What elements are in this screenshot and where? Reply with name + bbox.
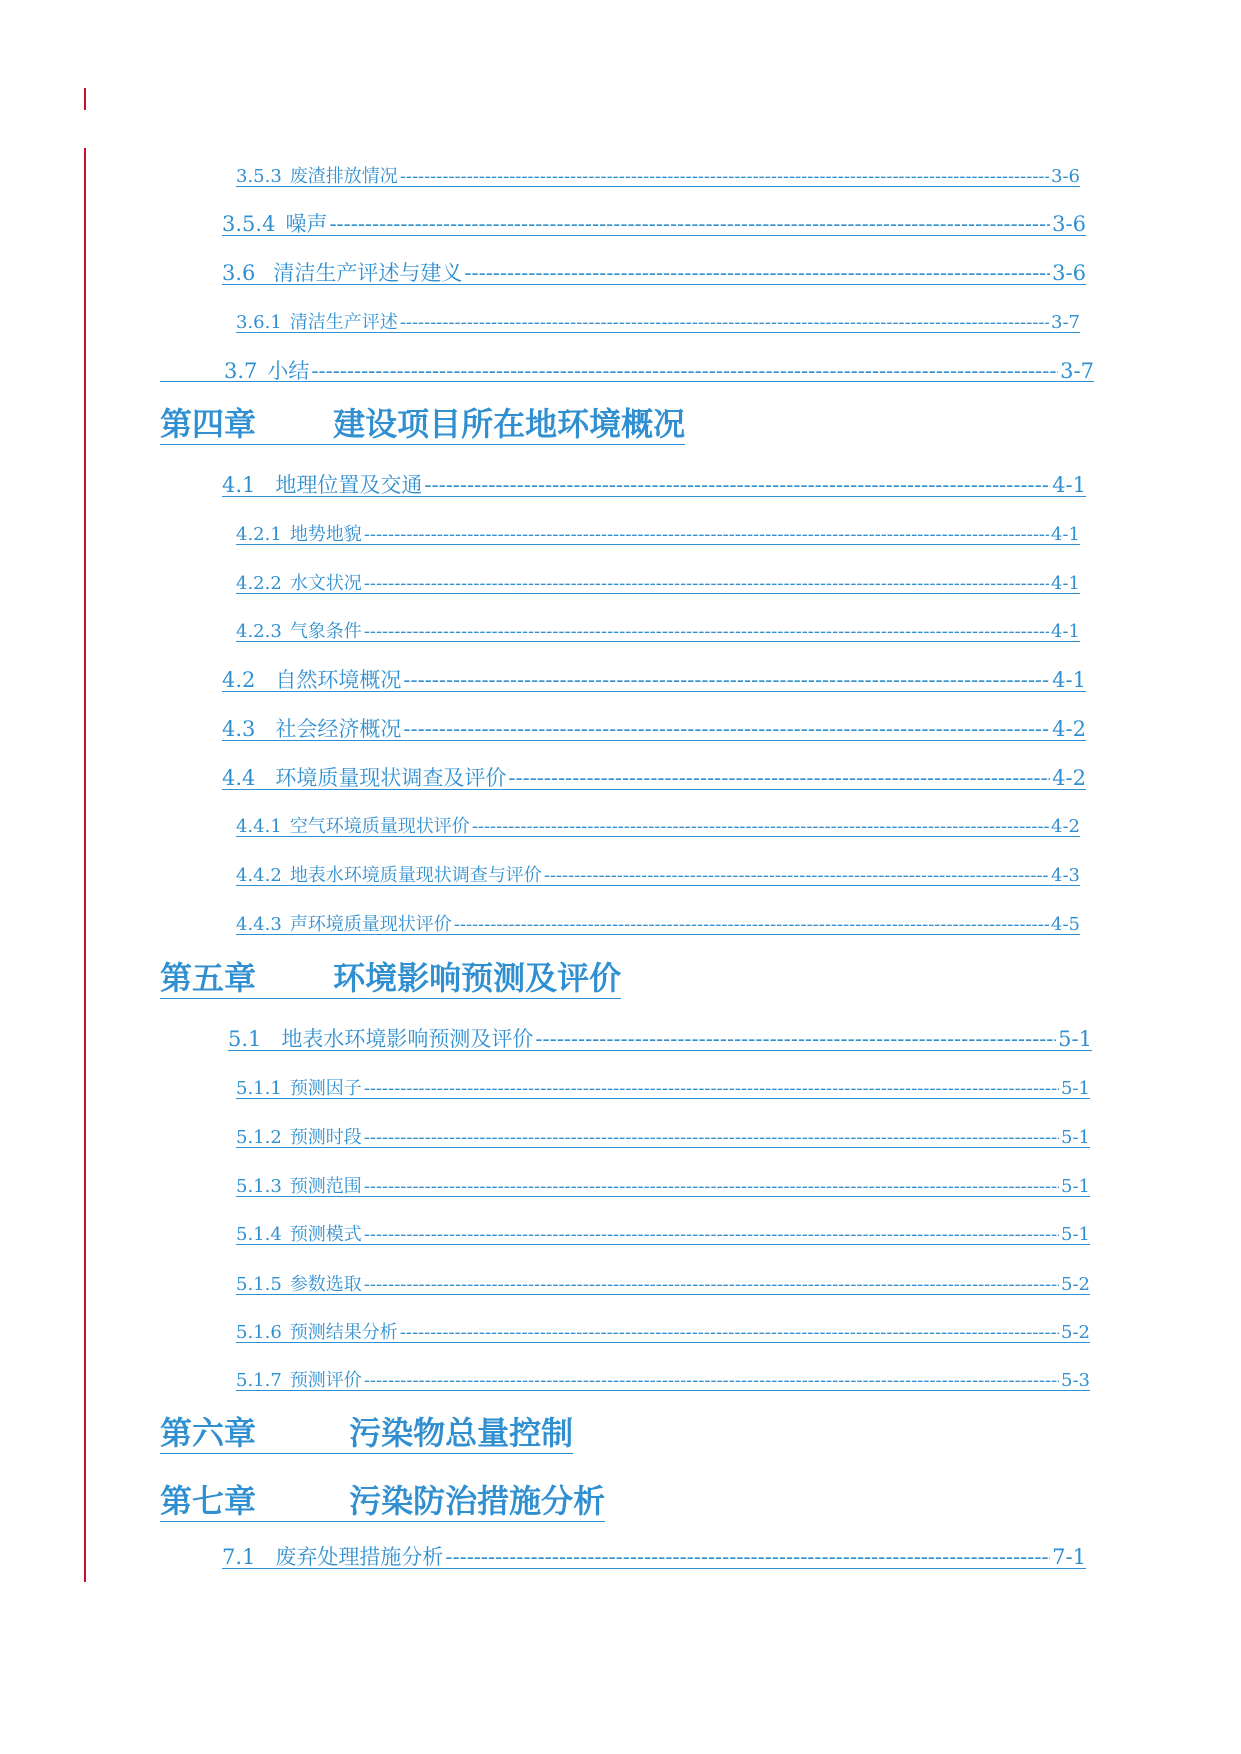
toc-leader: [400, 166, 1049, 187]
toc-entry-title: 预测模式: [289, 1224, 362, 1245]
toc-leader: [403, 717, 1050, 741]
toc-entry-4-2-1[interactable]: [236, 520, 1080, 545]
toc-entry-page: 3-7: [1051, 312, 1080, 333]
chapter-number: 第五章: [160, 959, 257, 997]
toc-entry-3-7[interactable]: [160, 355, 1094, 382]
toc-entry-page: 7-1: [1052, 1545, 1086, 1569]
toc-leader: [535, 1027, 1056, 1051]
toc-leader: [364, 1370, 1059, 1391]
toc-entry-5-1-5[interactable]: [236, 1270, 1090, 1295]
toc-entry-page: 5-1: [1061, 1127, 1090, 1148]
toc-leader: [454, 914, 1049, 935]
toc-entry-number: 3.5.3: [236, 166, 282, 187]
toc-leader: [544, 865, 1049, 886]
toc-entry-number: 3.7: [224, 359, 258, 382]
chapter-number: 第六章: [160, 1414, 257, 1452]
toc-entry-number: 3.6: [222, 261, 256, 285]
toc-entry-number: 4.2.2: [236, 573, 282, 594]
chapter-number: 第七章: [160, 1482, 257, 1520]
toc-entry-page: 4-3: [1051, 865, 1080, 886]
toc-entry-4-4-3[interactable]: [236, 910, 1080, 935]
toc-leader: [424, 473, 1050, 497]
toc-entry-5-1-6[interactable]: [236, 1318, 1090, 1343]
toc-entry-5-1-4[interactable]: [236, 1220, 1090, 1245]
toc-entry-page: 5-1: [1058, 1027, 1092, 1051]
toc-entry-title: 废弃处理措施分析: [275, 1545, 444, 1569]
chapter-title: 污染物总量控制: [349, 1414, 574, 1452]
toc-leader: [364, 1224, 1059, 1245]
toc-entry-title: 地表水环境质量现状调查与评价: [289, 865, 542, 886]
toc-entry-number: 3.6.1: [236, 312, 282, 333]
toc-entry-number: 4.2: [222, 668, 256, 692]
toc-entry-number: 5.1.4: [236, 1224, 282, 1245]
chapter-number: 第四章: [160, 405, 257, 443]
toc-entry-title: 地势地貌: [289, 524, 362, 545]
toc-entry-page: 3-6: [1052, 212, 1086, 236]
toc-entry-page: 4-1: [1052, 668, 1086, 692]
toc-entry-4-3[interactable]: [222, 713, 1086, 741]
toc-entry-number: 4.3: [222, 717, 256, 741]
toc-entry-title: 空气环境质量现状评价: [289, 816, 470, 837]
toc-entry-page: 4-1: [1051, 524, 1080, 545]
toc-leader: [311, 359, 1058, 382]
toc-entry-title: 参数选取: [289, 1274, 362, 1295]
toc-entry-number: 4.2.1: [236, 524, 282, 545]
toc-entry-title: 小结: [267, 359, 310, 382]
toc-leader: [403, 668, 1050, 692]
toc-leader: [445, 1545, 1050, 1569]
toc-leader: [464, 261, 1050, 285]
toc-leader: [472, 816, 1049, 837]
toc-entry-page: 4-2: [1052, 717, 1086, 741]
toc-entry-title: 预测范围: [289, 1176, 362, 1197]
toc-entry-4-4-2[interactable]: [236, 861, 1080, 886]
toc-entry-title: 清洁生产评述: [289, 312, 398, 333]
toc-entry-page: 4-5: [1051, 914, 1080, 935]
toc-entry-5-1-7[interactable]: [236, 1366, 1090, 1391]
toc-entry-number: 5.1.6: [236, 1322, 282, 1343]
toc-entry-5-1[interactable]: [228, 1023, 1092, 1051]
toc-chapter-6[interactable]: [160, 1413, 573, 1454]
toc-leader: [364, 1176, 1059, 1197]
toc-entry-page: 4-2: [1052, 766, 1086, 790]
toc-leader: [364, 1274, 1059, 1295]
toc-leader: [364, 621, 1049, 642]
toc-entry-3-6-1[interactable]: [236, 308, 1080, 333]
toc-entry-page: 5-3: [1061, 1370, 1090, 1391]
toc-leader: [400, 1322, 1059, 1343]
toc-entry-4-1[interactable]: [222, 469, 1086, 497]
toc-entry-title: 噪声: [285, 212, 328, 236]
toc-entry-page: 4-1: [1052, 473, 1086, 497]
toc-entry-title: 预测因子: [289, 1078, 362, 1099]
toc-entry-page: 4-1: [1051, 573, 1080, 594]
chapter-title: 环境影响预测及评价: [333, 959, 622, 997]
toc-leader: [508, 766, 1050, 790]
toc-entry-title: 声环境质量现状评价: [289, 914, 452, 935]
toc-entry-4-2[interactable]: [222, 664, 1086, 692]
margin-mark-left: [84, 148, 86, 1582]
toc-entry-title: 地表水环境影响预测及评价: [281, 1027, 534, 1051]
toc-entry-number: 5.1.1: [236, 1078, 282, 1099]
toc-entry-page: 4-2: [1051, 816, 1080, 837]
toc-entry-number: 4.4.2: [236, 865, 282, 886]
toc-entry-title: 清洁生产评述与建义: [273, 261, 463, 285]
toc-entry-4-4[interactable]: [222, 762, 1086, 790]
chapter-title: 污染防治措施分析: [349, 1482, 606, 1520]
toc-entry-3-6[interactable]: [222, 257, 1086, 285]
toc-leader: [364, 524, 1049, 545]
toc-entry-number: 5.1.2: [236, 1127, 282, 1148]
toc-entry-page: 5-1: [1061, 1176, 1090, 1197]
toc-entry-page: 5-2: [1061, 1322, 1090, 1343]
toc-entry-number: 4.2.3: [236, 621, 282, 642]
toc-leader: [400, 312, 1049, 333]
toc-entry-7-1[interactable]: [222, 1541, 1086, 1569]
toc-leader: [364, 573, 1049, 594]
toc-entry-number: 5.1.3: [236, 1176, 282, 1197]
toc-entry-page: 5-1: [1061, 1078, 1090, 1099]
chapter-title: 建设项目所在地环境概况: [333, 405, 686, 443]
toc-leader: [329, 212, 1050, 236]
toc-entry-5-1-2[interactable]: [236, 1123, 1090, 1148]
toc-leader: [364, 1127, 1059, 1148]
toc-entry-title: 废渣排放情况: [289, 166, 398, 187]
toc-entry-5-1-3[interactable]: [236, 1172, 1090, 1197]
toc-entry-title: 预测时段: [289, 1127, 362, 1148]
toc-chapter-5[interactable]: [160, 958, 621, 999]
toc-entry-page: 4-1: [1051, 621, 1080, 642]
toc-entry-title: 预测评价: [289, 1370, 362, 1391]
toc-chapter-7[interactable]: [160, 1481, 605, 1522]
toc-entry-page: 3-6: [1051, 166, 1080, 187]
toc-entry-title: 自然环境概况: [275, 668, 402, 692]
toc-entry-4-4-1[interactable]: [236, 812, 1080, 837]
toc-entry-4-2-3[interactable]: [236, 617, 1080, 642]
toc-entry-page: 3-7: [1060, 359, 1094, 382]
margin-mark-top: [84, 88, 86, 110]
toc-entry-title: 预测结果分析: [289, 1322, 398, 1343]
toc-entry-title: 社会经济概况: [275, 717, 402, 741]
toc-entry-title: 气象条件: [289, 621, 362, 642]
toc-entry-title: 水文状况: [289, 573, 362, 594]
toc-entry-number: 5.1.5: [236, 1274, 282, 1295]
toc-entry-title: 环境质量现状调查及评价: [275, 766, 507, 790]
toc-entry-number: 3.5.4: [222, 212, 276, 236]
toc-entry-number: 5.1: [228, 1027, 262, 1051]
toc-entry-page: 5-1: [1061, 1224, 1090, 1245]
toc-entry-number: 4.4.1: [236, 816, 282, 837]
toc-entry-number: 4.4.3: [236, 914, 282, 935]
toc-entry-number: 4.4: [222, 766, 256, 790]
toc-entry-title: 地理位置及交通: [275, 473, 423, 497]
toc-entry-3-5-4[interactable]: [222, 208, 1086, 236]
toc-leader: [364, 1078, 1059, 1099]
toc-entry-3-5-3[interactable]: [236, 162, 1080, 187]
toc-entry-number: 7.1: [222, 1545, 256, 1569]
toc-entry-number: 4.1: [222, 473, 256, 497]
toc-entry-4-2-2[interactable]: [236, 569, 1080, 594]
toc-chapter-4[interactable]: [160, 404, 685, 445]
toc-entry-page: 5-2: [1061, 1274, 1090, 1295]
toc-entry-number: 5.1.7: [236, 1370, 282, 1391]
toc-entry-page: 3-6: [1052, 261, 1086, 285]
toc-entry-5-1-1[interactable]: [236, 1074, 1090, 1099]
